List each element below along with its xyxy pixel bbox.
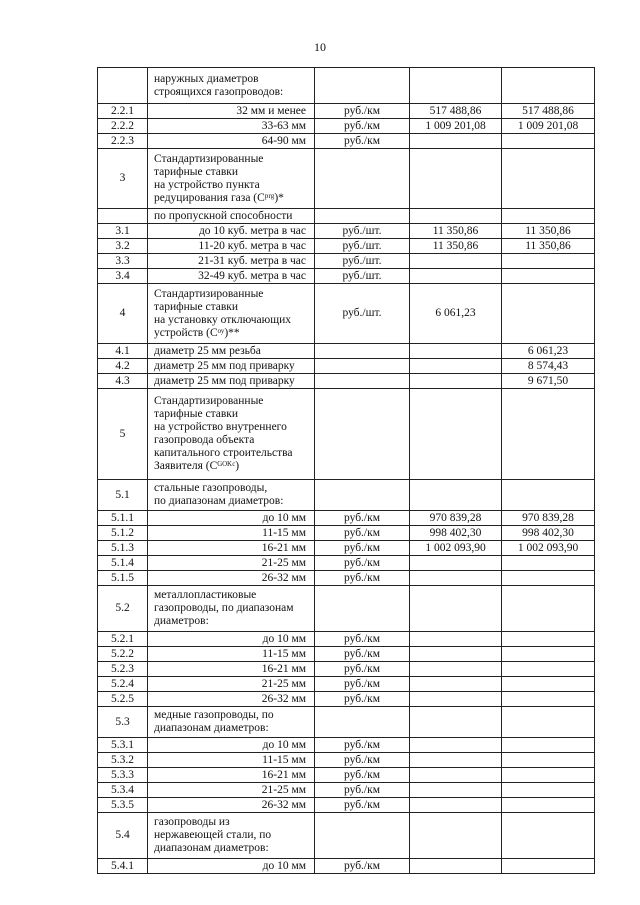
table-row xyxy=(98,239,595,254)
row-unit-cell xyxy=(315,374,410,389)
row-description-cell: Стандартизированные тарифные ставки на установку отключающих устройств (Cᵒʸ)** xyxy=(148,284,315,344)
row-value-2-cell: 9 671,50 xyxy=(502,374,595,389)
row-value-2-cell: 8 574,43 xyxy=(502,359,595,374)
row-value-1-cell xyxy=(410,556,502,571)
row-unit-cell xyxy=(315,344,410,359)
table-row xyxy=(98,798,595,813)
table-row xyxy=(98,647,595,662)
row-number-cell: 5.1.1 xyxy=(98,511,148,526)
row-description-cell: 26-32 мм xyxy=(148,692,315,707)
row-value-2-cell: 970 839,28 xyxy=(502,511,595,526)
table-row xyxy=(98,692,595,707)
row-number-cell: 4.2 xyxy=(98,359,148,374)
row-number-cell: 5.3 xyxy=(98,707,148,738)
row-description-cell: 33-63 мм xyxy=(148,119,315,134)
row-description-cell: 26-32 мм xyxy=(148,798,315,813)
row-unit-cell: руб./км xyxy=(315,571,410,586)
row-description-cell: до 10 мм xyxy=(148,859,315,874)
row-description-cell: 11-20 куб. метра в час xyxy=(148,239,315,254)
row-number-cell: 5.2.4 xyxy=(98,677,148,692)
row-number-cell: 5.3.3 xyxy=(98,768,148,783)
row-unit-cell xyxy=(315,209,410,224)
row-number-cell: 5.4.1 xyxy=(98,859,148,874)
row-number-cell: 3.3 xyxy=(98,254,148,269)
row-description-cell: до 10 мм xyxy=(148,632,315,647)
row-description-cell: 11-15 мм xyxy=(148,647,315,662)
row-value-2-cell: 517 488,86 xyxy=(502,104,595,119)
row-number-cell: 2.2.2 xyxy=(98,119,148,134)
row-value-2-cell: 11 350,86 xyxy=(502,239,595,254)
row-number-cell: 5.3.2 xyxy=(98,753,148,768)
row-value-1-cell xyxy=(410,344,502,359)
table-row xyxy=(98,119,595,134)
row-description-cell: до 10 мм xyxy=(148,738,315,753)
row-value-2-cell xyxy=(502,783,595,798)
table-row xyxy=(98,662,595,677)
row-unit-cell: руб./шт. xyxy=(315,254,410,269)
row-value-1-cell xyxy=(410,149,502,209)
table-row xyxy=(98,269,595,284)
table-row xyxy=(98,254,595,269)
table-row xyxy=(98,556,595,571)
row-value-2-cell xyxy=(502,571,595,586)
row-value-2-cell xyxy=(502,389,595,480)
row-value-2-cell xyxy=(502,707,595,738)
row-unit-cell: руб./км xyxy=(315,798,410,813)
row-description-cell: диаметр 25 мм под приварку xyxy=(148,359,315,374)
row-value-2-cell xyxy=(502,677,595,692)
row-value-2-cell xyxy=(502,647,595,662)
row-number-cell xyxy=(98,209,148,224)
row-value-1-cell xyxy=(410,632,502,647)
table-row xyxy=(98,389,595,480)
row-description-cell: до 10 куб. метра в час xyxy=(148,224,315,239)
row-value-2-cell xyxy=(502,209,595,224)
row-description-cell: газопроводы из нержавеющей стали, по диапазонам диаметров: xyxy=(148,813,315,859)
row-value-1-cell xyxy=(410,798,502,813)
table-row xyxy=(98,738,595,753)
row-value-1-cell xyxy=(410,209,502,224)
row-value-2-cell: 6 061,23 xyxy=(502,344,595,359)
row-description-cell: 16-21 мм xyxy=(148,541,315,556)
row-description-cell: диаметр 25 мм под приварку xyxy=(148,374,315,389)
row-unit-cell xyxy=(315,586,410,632)
row-description-cell: 16-21 мм xyxy=(148,662,315,677)
row-value-1-cell xyxy=(410,269,502,284)
row-number-cell: 5.4 xyxy=(98,813,148,859)
row-unit-cell: руб./км xyxy=(315,104,410,119)
row-value-1-cell xyxy=(410,359,502,374)
row-unit-cell: руб./км xyxy=(315,738,410,753)
row-value-2-cell xyxy=(502,586,595,632)
row-unit-cell: руб./км xyxy=(315,134,410,149)
row-unit-cell xyxy=(315,149,410,209)
row-value-2-cell xyxy=(502,134,595,149)
row-value-1-cell xyxy=(410,480,502,511)
row-value-1-cell xyxy=(410,586,502,632)
row-value-2-cell xyxy=(502,149,595,209)
row-unit-cell: руб./км xyxy=(315,768,410,783)
row-unit-cell: руб./шт. xyxy=(315,284,410,344)
row-value-2-cell xyxy=(502,556,595,571)
row-number-cell: 5.1.4 xyxy=(98,556,148,571)
row-number-cell xyxy=(98,68,148,104)
row-description-cell: 21-25 мм xyxy=(148,556,315,571)
row-value-1-cell xyxy=(410,707,502,738)
row-value-2-cell: 11 350,86 xyxy=(502,224,595,239)
table-row xyxy=(98,511,595,526)
row-number-cell: 3.2 xyxy=(98,239,148,254)
row-value-1-cell: 517 488,86 xyxy=(410,104,502,119)
row-value-1-cell xyxy=(410,753,502,768)
row-unit-cell: руб./км xyxy=(315,753,410,768)
row-description-cell: стальные газопроводы, по диапазонам диаметров: xyxy=(148,480,315,511)
row-value-1-cell xyxy=(410,374,502,389)
row-number-cell: 5.1.2 xyxy=(98,526,148,541)
row-value-1-cell xyxy=(410,692,502,707)
row-value-1-cell: 11 350,86 xyxy=(410,224,502,239)
row-value-1-cell: 11 350,86 xyxy=(410,239,502,254)
row-unit-cell: руб./шт. xyxy=(315,239,410,254)
row-unit-cell xyxy=(315,359,410,374)
table-row xyxy=(98,68,595,104)
row-unit-cell: руб./км xyxy=(315,632,410,647)
row-value-2-cell: 1 009 201,08 xyxy=(502,119,595,134)
row-number-cell: 5.2.1 xyxy=(98,632,148,647)
row-description-cell: по пропускной способности xyxy=(148,209,315,224)
row-value-2-cell xyxy=(502,813,595,859)
row-description-cell: 64-90 мм xyxy=(148,134,315,149)
table-row xyxy=(98,344,595,359)
row-description-cell: 21-25 мм xyxy=(148,677,315,692)
row-description-cell: 32 мм и менее xyxy=(148,104,315,119)
table-row xyxy=(98,677,595,692)
table-row xyxy=(98,209,595,224)
row-unit-cell: руб./шт. xyxy=(315,224,410,239)
row-number-cell: 2.2.3 xyxy=(98,134,148,149)
page-number: 10 xyxy=(314,40,326,54)
row-number-cell: 5.3.4 xyxy=(98,783,148,798)
table-row xyxy=(98,134,595,149)
row-value-2-cell xyxy=(502,68,595,104)
row-unit-cell xyxy=(315,480,410,511)
row-value-1-cell xyxy=(410,647,502,662)
row-value-1-cell: 6 061,23 xyxy=(410,284,502,344)
row-unit-cell: руб./км xyxy=(315,511,410,526)
row-value-1-cell: 998 402,30 xyxy=(410,526,502,541)
row-description-cell: диаметр 25 мм резьба xyxy=(148,344,315,359)
table-row xyxy=(98,526,595,541)
row-number-cell: 5.1.5 xyxy=(98,571,148,586)
row-description-cell: Стандартизированные тарифные ставки на устройство пункта редуцирования газа (Cᵖʳᵍ)* xyxy=(148,149,315,209)
row-description-cell: 21-25 мм xyxy=(148,783,315,798)
row-unit-cell: руб./км xyxy=(315,541,410,556)
row-value-2-cell: 1 002 093,90 xyxy=(502,541,595,556)
table-row xyxy=(98,859,595,874)
row-number-cell: 5.2 xyxy=(98,586,148,632)
row-description-cell: 21-31 куб. метра в час xyxy=(148,254,315,269)
row-number-cell: 4.3 xyxy=(98,374,148,389)
tariff-table xyxy=(97,67,595,874)
row-number-cell: 5.1.3 xyxy=(98,541,148,556)
row-value-2-cell xyxy=(502,480,595,511)
row-number-cell: 3.1 xyxy=(98,224,148,239)
row-number-cell: 3 xyxy=(98,149,148,209)
row-number-cell: 5 xyxy=(98,389,148,480)
row-value-2-cell xyxy=(502,632,595,647)
row-value-1-cell xyxy=(410,254,502,269)
row-value-2-cell xyxy=(502,798,595,813)
row-value-2-cell xyxy=(502,662,595,677)
row-value-1-cell xyxy=(410,677,502,692)
row-number-cell: 4 xyxy=(98,284,148,344)
row-number-cell: 5.3.1 xyxy=(98,738,148,753)
table-row xyxy=(98,374,595,389)
row-value-1-cell: 1 009 201,08 xyxy=(410,119,502,134)
row-value-2-cell: 998 402,30 xyxy=(502,526,595,541)
row-unit-cell xyxy=(315,707,410,738)
row-description-cell: наружных диаметров строящихся газопроводов: xyxy=(148,68,315,104)
row-value-1-cell xyxy=(410,662,502,677)
row-description-cell: металлопластиковые газопроводы, по диапазонам диаметров: xyxy=(148,586,315,632)
table-row xyxy=(98,104,595,119)
row-number-cell: 5.3.5 xyxy=(98,798,148,813)
table-row xyxy=(98,571,595,586)
table-row xyxy=(98,480,595,511)
row-unit-cell: руб./км xyxy=(315,119,410,134)
row-description-cell: 11-15 мм xyxy=(148,753,315,768)
row-value-1-cell xyxy=(410,813,502,859)
table-row xyxy=(98,149,595,209)
row-unit-cell: руб./км xyxy=(315,783,410,798)
row-number-cell: 4.1 xyxy=(98,344,148,359)
table-row xyxy=(98,813,595,859)
row-number-cell: 5.2.3 xyxy=(98,662,148,677)
row-unit-cell: руб./км xyxy=(315,677,410,692)
row-value-2-cell xyxy=(502,254,595,269)
row-value-2-cell xyxy=(502,738,595,753)
tariff-table-body xyxy=(98,68,595,874)
row-description-cell: 16-21 мм xyxy=(148,768,315,783)
row-unit-cell: руб./км xyxy=(315,662,410,677)
row-value-1-cell: 970 839,28 xyxy=(410,511,502,526)
table-row xyxy=(98,359,595,374)
row-value-2-cell xyxy=(502,753,595,768)
row-unit-cell: руб./км xyxy=(315,692,410,707)
row-unit-cell xyxy=(315,389,410,480)
row-value-2-cell xyxy=(502,692,595,707)
table-row xyxy=(98,768,595,783)
row-description-cell: 32-49 куб. метра в час xyxy=(148,269,315,284)
table-row xyxy=(98,284,595,344)
table-row xyxy=(98,586,595,632)
row-unit-cell: руб./км xyxy=(315,556,410,571)
row-value-2-cell xyxy=(502,269,595,284)
table-row xyxy=(98,707,595,738)
row-value-1-cell xyxy=(410,783,502,798)
row-value-1-cell xyxy=(410,134,502,149)
row-value-2-cell xyxy=(502,284,595,344)
row-unit-cell: руб./шт. xyxy=(315,269,410,284)
row-unit-cell xyxy=(315,813,410,859)
row-description-cell: медные газопроводы, по диапазонам диаметров: xyxy=(148,707,315,738)
row-value-1-cell xyxy=(410,68,502,104)
row-value-1-cell: 1 002 093,90 xyxy=(410,541,502,556)
table-row xyxy=(98,783,595,798)
row-description-cell: 11-15 мм xyxy=(148,526,315,541)
row-value-2-cell xyxy=(502,768,595,783)
table-row xyxy=(98,753,595,768)
row-value-1-cell xyxy=(410,571,502,586)
row-value-1-cell xyxy=(410,389,502,480)
row-description-cell: до 10 мм xyxy=(148,511,315,526)
row-description-cell: 26-32 мм xyxy=(148,571,315,586)
row-value-2-cell xyxy=(502,859,595,874)
row-unit-cell: руб./км xyxy=(315,859,410,874)
row-description-cell: Стандартизированные тарифные ставки на устройство внутреннего газопровода объекта капитального строительства Заявителя (Cᴳᴼᴷᶜ) xyxy=(148,389,315,480)
table-row xyxy=(98,541,595,556)
row-value-1-cell xyxy=(410,859,502,874)
row-number-cell: 5.1 xyxy=(98,480,148,511)
row-number-cell: 2.2.1 xyxy=(98,104,148,119)
row-number-cell: 3.4 xyxy=(98,269,148,284)
row-unit-cell: руб./км xyxy=(315,526,410,541)
table-row xyxy=(98,632,595,647)
row-value-1-cell xyxy=(410,738,502,753)
row-number-cell: 5.2.5 xyxy=(98,692,148,707)
row-number-cell: 5.2.2 xyxy=(98,647,148,662)
table-row xyxy=(98,224,595,239)
row-unit-cell: руб./км xyxy=(315,647,410,662)
row-unit-cell xyxy=(315,68,410,104)
row-value-1-cell xyxy=(410,768,502,783)
